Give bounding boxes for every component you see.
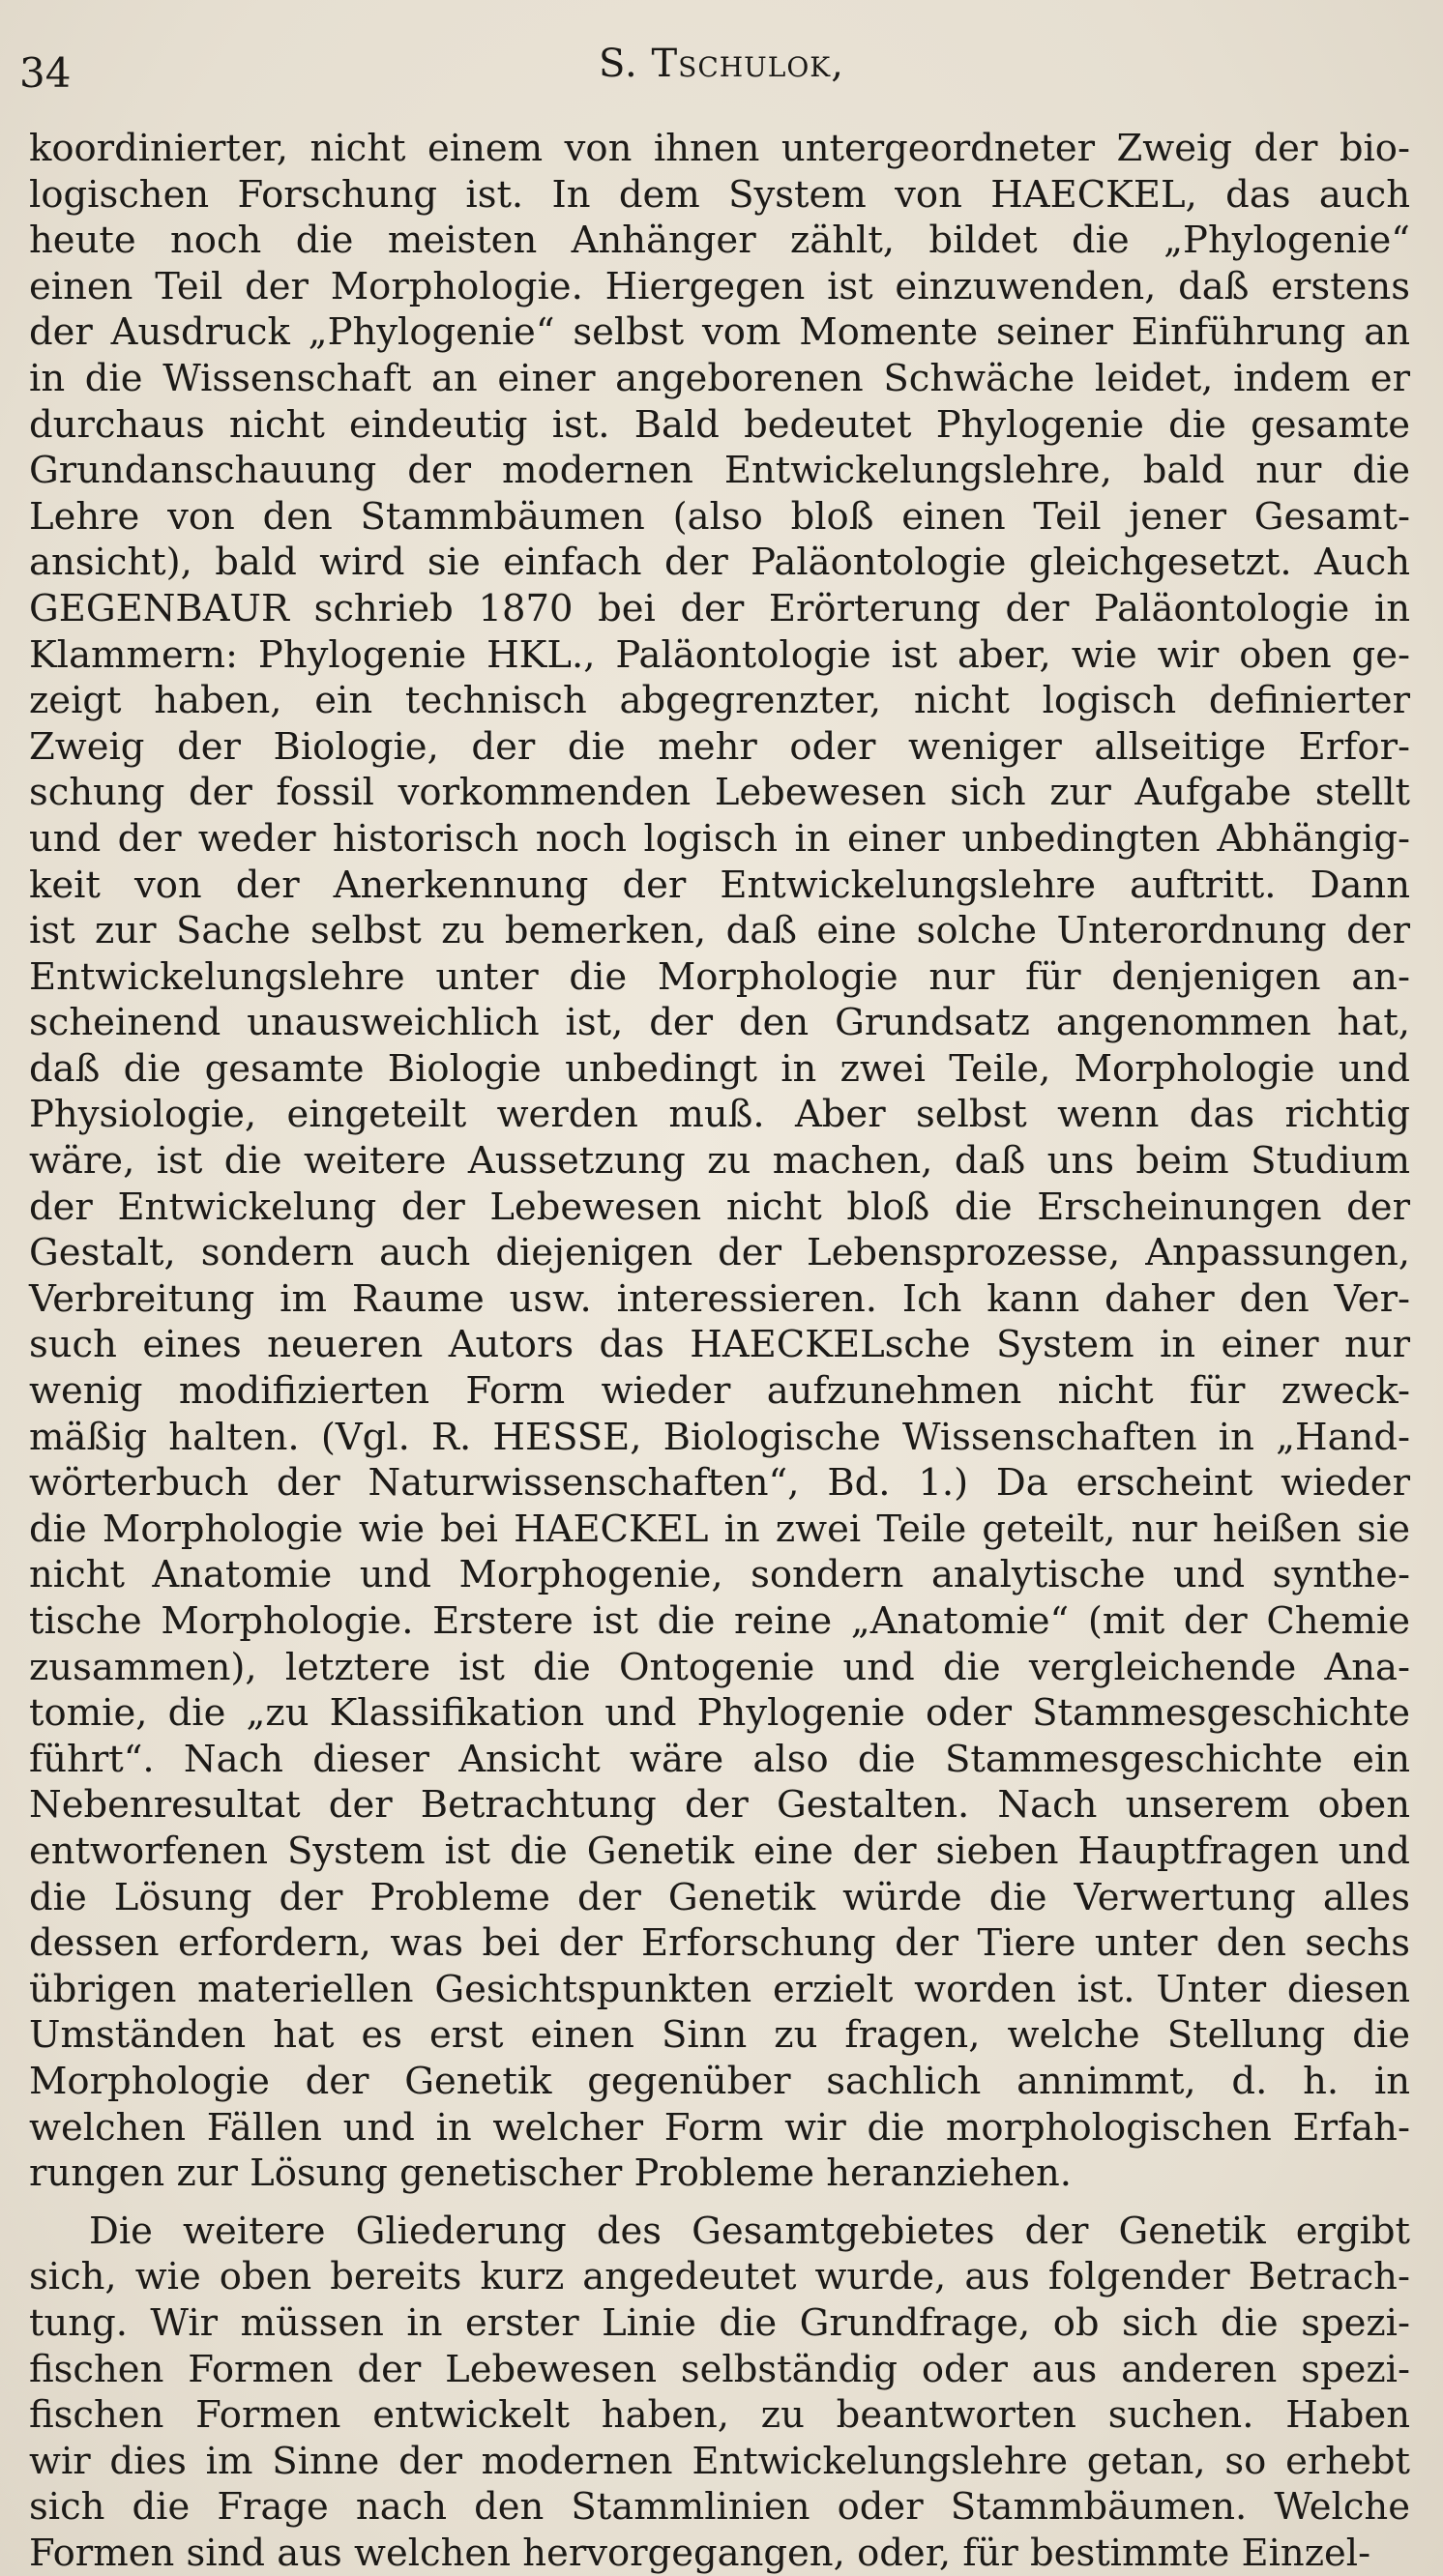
text-line: Physiologie, eingeteilt werden muß. Aber selbst wenn das richtig	[29, 1093, 1410, 1137]
text-line: und der weder historisch noch logisch in einer unbedingten Abhängig-	[29, 816, 1410, 861]
text-line: tische Morphologie. Erstere ist die reine „Anatomie“ (mit der Chemie	[29, 1599, 1410, 1643]
page-number: 34	[19, 49, 72, 97]
text-line: tomie, die „zu Klassifikation und Phylogenie oder Stammesgeschichte	[29, 1691, 1410, 1736]
text-line: Verbreitung im Raume usw. interessieren. Ich kann daher den Ver-	[29, 1276, 1410, 1321]
text-line: dessen erfordern, was bei der Erforschung der Tiere unter den sechs	[29, 1921, 1410, 1966]
text-line: Gestalt, sondern auch diejenigen der Lebensprozesse, Anpassungen,	[29, 1231, 1410, 1275]
text-line: welchen Fällen und in welcher Form wir die morphologischen Erfah-	[29, 2105, 1410, 2150]
text-line: sich, wie oben bereits kurz angedeutet wurde, aus folgender Betrach-	[29, 2255, 1410, 2299]
text-line: übrigen materiellen Gesichtspunkten erzielt worden ist. Unter diesen	[29, 1967, 1410, 2011]
text-line: nicht Anatomie und Morphogenie, sondern analytische und synthe-	[29, 1553, 1410, 1597]
text-line: Zweig der Biologie, der die mehr oder weniger allseitige Erfor-	[29, 724, 1410, 769]
text-line: in die Wissenschaft an einer angeborenen Schwäche leidet, indem er	[29, 356, 1410, 400]
text-line: tung. Wir müssen in erster Linie die Grundfrage, ob sich die spezi-	[29, 2300, 1410, 2345]
text-line: zusammen), letztere ist die Ontogenie und die vergleichende Ana-	[29, 1645, 1410, 1689]
text-line: Klammern: Phylogenie HKL., Paläontologie ist aber, wie wir oben ge-	[29, 632, 1410, 677]
text-line: fischen Formen der Lebewesen selbständig oder aus anderen spezi-	[29, 2347, 1410, 2391]
text-line: heute noch die meisten Anhänger zählt, bildet die „Phylogenie“	[29, 219, 1410, 263]
text-line: durchaus nicht eindeutig ist. Bald bedeutet Phylogenie die gesamte	[29, 402, 1410, 447]
text-line: wörterbuch der Naturwissenschaften“, Bd. 1.) Da erscheint wieder	[29, 1461, 1410, 1506]
text-line: Die weitere Gliederung des Gesamtgebietes der Genetik ergibt	[89, 2209, 1410, 2253]
text-line: der Ausdruck „Phylogenie“ selbst vom Momente seiner Einführung an	[29, 310, 1410, 355]
text-line: Morphologie der Genetik gegenüber sachlich annimmt, d. h. in	[29, 2059, 1410, 2103]
text-line: führt“. Nach dieser Ansicht wäre also die Stammesgeschichte ein	[29, 1737, 1410, 1781]
paragraph-1	[29, 126, 1410, 2197]
text-line: GEGENBAUR schrieb 1870 bei der Erörterung der Paläontologie in	[29, 586, 1410, 630]
text-line: Nebenresultat der Betrachtung der Gestalten. Nach unserem oben	[29, 1783, 1410, 1828]
text-line: mäßig halten. (Vgl. R. HESSE, Biologische Wissenschaften in „Hand-	[29, 1415, 1410, 1459]
text-line: Grundanschauung der modernen Entwickelungslehre, bald nur die	[29, 449, 1410, 493]
text-line: Entwickelungslehre unter die Morphologie nur für denjenigen an-	[29, 954, 1410, 999]
text-line: such eines neueren Autors das HAECKELsche System in einer nur	[29, 1323, 1410, 1367]
text-line: die Lösung der Probleme der Genetik würde die Verwertung alles	[29, 1875, 1410, 1919]
text-line: logischen Forschung ist. In dem System von HAECKEL, das auch	[29, 172, 1410, 217]
text-line: fischen Formen entwickelt haben, zu beantworten suchen. Haben	[29, 2393, 1410, 2438]
paragraph-gap	[29, 2197, 1410, 2209]
text-line: entworfenen System ist die Genetik eine der sieben Hauptfragen und	[29, 1829, 1410, 1873]
text-line: keit von der Anerkennung der Entwickelungslehre auftritt. Dann	[29, 863, 1410, 907]
text-line: einen Teil der Morphologie. Hiergegen ist einzuwenden, daß erstens	[29, 264, 1410, 308]
text-line: wäre, ist die weitere Aussetzung zu machen, daß uns beim Studium	[29, 1139, 1410, 1184]
text-line: Lehre von den Stammbäumen (also bloß einen Teil jener Gesamt-	[29, 494, 1410, 539]
running-head: S. Tschulok,	[599, 42, 844, 86]
text-line: der Entwickelung der Lebewesen nicht bloß die Erscheinungen der	[29, 1185, 1410, 1229]
paragraph-2	[29, 2209, 1410, 2576]
text-line: Umständen hat es erst einen Sinn zu fragen, welche Stellung die	[29, 2013, 1410, 2058]
text-line: daß die gesamte Biologie unbedingt in zwei Teile, Morphologie und	[29, 1046, 1410, 1091]
text-line: koordinierter, nicht einem von ihnen untergeordneter Zweig der bio-	[29, 127, 1410, 170]
text-line: rungen zur Lösung genetischer Probleme heranziehen.	[29, 2152, 1072, 2196]
text-line: scheinend unausweichlich ist, der den Grundsatz angenommen hat,	[29, 1001, 1410, 1045]
text-line: ist zur Sache selbst zu bemerken, daß eine solche Unterordnung der	[29, 909, 1410, 953]
body-text	[29, 126, 1410, 2576]
text-line: schung der fossil vorkommenden Lebewesen sich zur Aufgabe stellt	[29, 771, 1410, 815]
text-line: sich die Frage nach den Stammlinien oder Stammbäumen. Welche	[29, 2485, 1410, 2530]
text-line: wir dies im Sinne der modernen Entwickelungslehre getan, so erhebt	[29, 2439, 1410, 2483]
text-line: ansicht), bald wird sie einfach der Paläontologie gleichgesetzt. Auch	[29, 541, 1410, 585]
text-line: Formen sind aus welchen hervorgegangen, oder, für bestimmte Einzel-	[29, 2531, 1371, 2575]
text-line: wenig modifizierten Form wieder aufzunehmen nicht für zweck-	[29, 1369, 1410, 1414]
text-line: die Morphologie wie bei HAECKEL in zwei Teile geteilt, nur heißen sie	[29, 1507, 1410, 1551]
text-line: zeigt haben, ein technisch abgegrenzter, nicht logisch definierter	[29, 679, 1410, 723]
